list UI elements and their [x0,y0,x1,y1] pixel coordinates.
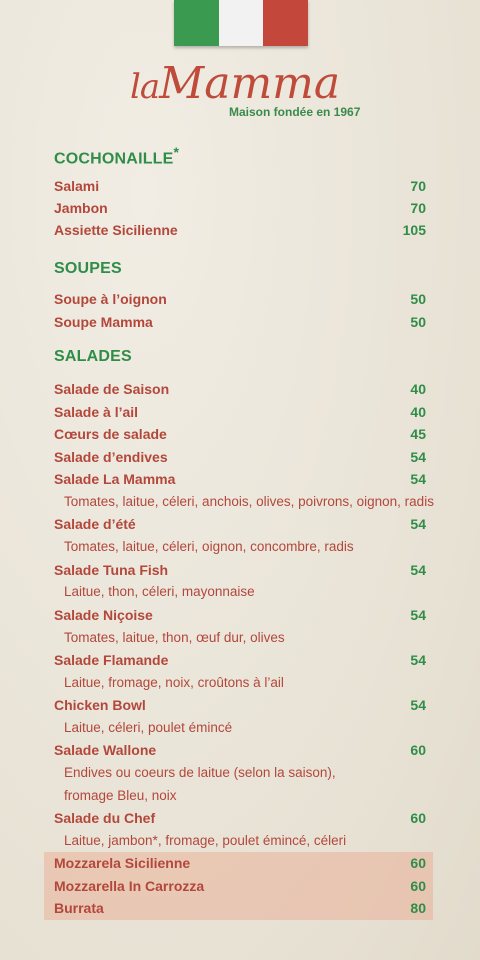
item-price: 70 [410,178,426,194]
logo-mamma: Mamma [159,58,341,109]
item-name: Soupe Mamma [54,314,153,330]
item-name: Salade à l’ail [54,404,139,420]
item-description: Laitue, fromage, noix, croûtons à l’ail [64,675,284,690]
item-name: Salade d’endives [54,449,168,465]
item-price: 50 [410,291,426,307]
italian-flag [174,0,308,46]
item-price: 60 [410,810,426,826]
item-price: 80 [410,900,426,916]
item-description: Tomates, laitue, céleri, anchois, olives, poivrons, oignon, radis [64,494,434,509]
menu-item [54,513,426,535]
menu-item [54,378,426,400]
item-price: 54 [410,652,426,668]
item-price: 60 [410,742,426,758]
item-price: 60 [410,855,426,871]
brand-tagline: Maison fondée en 1967 [229,105,361,119]
item-price: 45 [410,426,426,442]
item-name: Jambon [54,200,108,216]
item-name: Salade du Chef [54,810,156,826]
item-price: 54 [410,607,426,623]
item-price: 54 [410,697,426,713]
flag-green-stripe [174,0,219,46]
flag-white-stripe [219,0,264,46]
item-description: Endives ou coeurs de laitue (selon la saison), [64,765,336,780]
item-name: Salade Tuna Fish [54,562,169,578]
menu-item [54,401,426,423]
item-price: 54 [410,449,426,465]
item-description: Tomates, laitue, céleri, oignon, concombre, radis [64,539,354,554]
menu-item [54,897,426,919]
item-name: Salade Flamande [54,652,169,668]
section-title-text: COCHONAILLE [54,150,174,168]
item-description: Tomates, laitue, thon, œuf dur, olives [64,630,285,645]
item-name: Salade de Saison [54,381,170,397]
menu-item [54,739,426,761]
item-price: 54 [410,562,426,578]
item-price: 70 [410,200,426,216]
item-name: Mozzarella In Carrozza [54,878,205,894]
section-soupes-title: SOUPES [54,260,122,277]
section-cochonaille-title [54,144,179,168]
item-name: Chicken Bowl [54,697,146,713]
menu-item [54,875,426,897]
menu-item [54,311,426,333]
section-salades-title: SALADES [54,348,132,365]
section-asterisk: * [173,144,180,160]
item-description: Laitue, thon, céleri, mayonnaise [64,584,255,599]
item-name: Burrata [54,900,104,916]
menu-item [54,649,426,671]
item-name: Salami [54,178,100,194]
menu-item [54,219,426,241]
item-price: 60 [410,878,426,894]
brand-logo [130,58,342,109]
item-price: 105 [402,222,426,238]
menu-item [54,446,426,468]
menu-item [54,559,426,581]
menu-item [54,288,426,310]
menu-item [54,175,426,197]
item-price: 50 [410,314,426,330]
item-name: Assiette Sicilienne [54,222,178,238]
item-name: Salade Niçoise [54,607,153,623]
item-name: Mozzarela Sicilienne [54,855,191,871]
menu-item [54,604,426,626]
item-name: Salade Wallone [54,742,157,758]
item-name: Cœurs de salade [54,426,167,442]
menu-item [54,852,426,874]
item-price: 54 [410,471,426,487]
menu-item [54,197,426,219]
logo-la: la [130,67,160,107]
item-name: Soupe à l’oignon [54,291,167,307]
item-description-continued: fromage Bleu, noix [64,788,177,803]
item-price: 40 [410,404,426,420]
item-description: Laitue, céleri, poulet émincé [64,720,233,735]
item-price: 54 [410,516,426,532]
menu-item [54,694,426,716]
item-name: Salade d’été [54,516,136,532]
item-price: 40 [410,381,426,397]
item-name: Salade La Mamma [54,471,176,487]
menu-item [54,468,426,490]
menu-item [54,423,426,445]
flag-red-stripe [263,0,308,46]
item-description: Laitue, jambon*, fromage, poulet émincé, céleri [64,833,347,848]
menu-item [54,807,426,829]
